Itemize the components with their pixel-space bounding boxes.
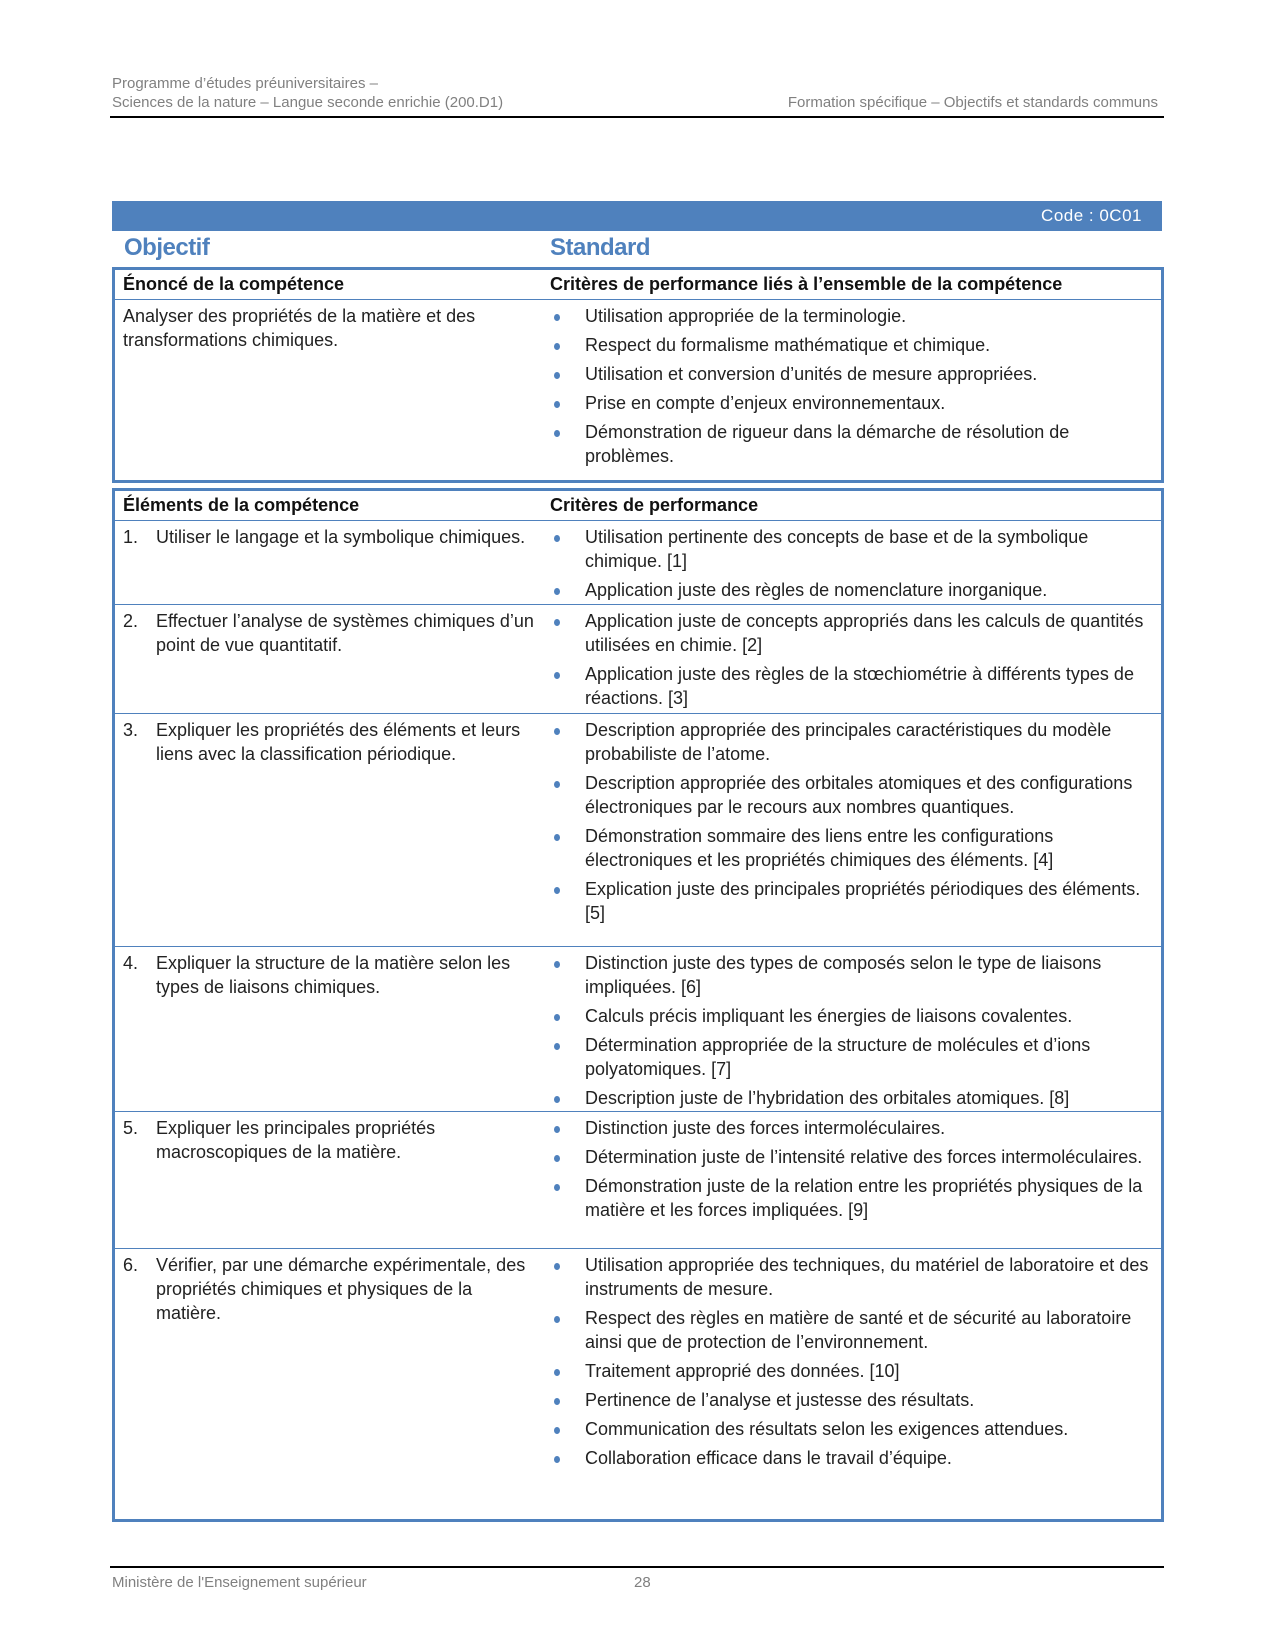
element-statement (123, 609, 538, 657)
elements-table (112, 488, 1164, 1522)
criterion-item (550, 1359, 1150, 1383)
criteria-list (550, 304, 1150, 468)
page-number: 28 (634, 1574, 651, 1591)
bullet-icon (554, 1263, 560, 1270)
bullet-icon (554, 1456, 560, 1463)
element-number: 2. (123, 611, 139, 631)
competence-header-right: Critères de performance liés à l’ensemble de la compétence (550, 274, 1063, 294)
criterion-text: Traitement approprié des données. [10] (585, 1361, 900, 1381)
criterion-text: Pertinence de l’analyse et justesse des résultats. (585, 1390, 975, 1410)
criterion-text: Démonstration sommaire des liens entre les configurations électroniques et les propriétés chimiques des éléments. [4] (585, 826, 1054, 870)
bullet-icon (554, 1369, 560, 1376)
bullet-icon (554, 1126, 560, 1133)
bullet-icon (554, 401, 560, 408)
criterion-text: Explication juste des principales propriétés périodiques des éléments. [5] (585, 879, 1141, 923)
competence-criteria (550, 304, 1150, 473)
competence-statement: Analyser des propriétés de la matière et des transformations chimiques. (123, 306, 476, 350)
criteria-list (550, 1253, 1150, 1470)
criteria-list (550, 1116, 1150, 1222)
criterion-text: Respect du formalisme mathématique et chimique. (585, 335, 991, 355)
bullet-icon (554, 535, 560, 542)
criterion-item (550, 362, 1150, 386)
bullet-icon (554, 314, 560, 321)
element-statement (123, 1116, 538, 1164)
bullet-icon (554, 887, 560, 894)
criterion-text: Utilisation appropriée des techniques, du matériel de laboratoire et des instruments de mesure. (585, 1255, 1149, 1299)
element-criteria (550, 1253, 1150, 1475)
element-text: Expliquer la structure de la matière selon les types de liaisons chimiques. (156, 953, 511, 997)
bullet-icon (554, 728, 560, 735)
criterion-item (550, 1446, 1150, 1470)
element-number: 6. (123, 1255, 139, 1275)
page-footer (110, 1566, 1164, 1591)
element-statement (123, 1253, 538, 1325)
criterion-item (550, 1086, 1150, 1110)
bullet-icon (554, 1096, 560, 1103)
criterion-item (550, 877, 1150, 925)
criterion-text: Description appropriée des orbitales atomiques et des configurations électroniques par le recours aux nombres quantiques. (585, 773, 1133, 817)
element-text: Utiliser le langage et la symbolique chimiques. (156, 527, 526, 547)
element-statement (123, 718, 538, 766)
criterion-item (550, 1145, 1150, 1169)
competence-table (112, 267, 1164, 483)
competence-header-left: Énoncé de la compétence (123, 274, 345, 294)
bullet-icon (554, 430, 560, 437)
bullet-icon (554, 372, 560, 379)
criterion-text: Démonstration juste de la relation entre les propriétés physiques de la matière et les forces impliquées. [9] (585, 1176, 1143, 1220)
header-program: Programme d’études préuniversitaires – (112, 75, 378, 92)
criterion-text: Communication des résultats selon les exigences attendues. (585, 1419, 1069, 1439)
criterion-text: Distinction juste des forces intermoléculaires. (585, 1118, 946, 1138)
competence-header-row (115, 270, 1161, 300)
bullet-icon (554, 588, 560, 595)
criterion-item (550, 304, 1150, 328)
criterion-text: Démonstration de rigueur dans la démarche de résolution de problèmes. (585, 422, 1070, 466)
header-left (112, 74, 503, 112)
criterion-item (550, 1116, 1150, 1140)
elements-header-left: Éléments de la compétence (123, 495, 360, 515)
criterion-item (550, 1388, 1150, 1412)
element-text: Vérifier, par une démarche expérimentale, des propriétés chimiques et physiques de la matière. (156, 1255, 526, 1323)
criterion-text: Utilisation pertinente des concepts de base et de la symbolique chimique. [1] (585, 527, 1089, 571)
section-titles (112, 234, 1162, 266)
criterion-text: Collaboration efficace dans le travail d’équipe. (585, 1448, 952, 1468)
bullet-icon (554, 1155, 560, 1162)
criterion-item (550, 578, 1150, 602)
criterion-item (550, 420, 1150, 468)
criterion-item (550, 824, 1150, 872)
element-text: Effectuer l’analyse de systèmes chimiques d’un point de vue quantitatif. (156, 611, 534, 655)
criteria-list (550, 609, 1150, 710)
criterion-text: Utilisation appropriée de la terminologie. (585, 306, 907, 326)
element-row (115, 947, 1161, 1112)
element-row (115, 714, 1161, 947)
element-criteria (550, 525, 1150, 607)
criterion-item (550, 1004, 1150, 1028)
criterion-text: Prise en compte d’enjeux environnementaux. (585, 393, 946, 413)
header-program-name: Sciences de la nature – Langue seconde enrichie (200.D1) (112, 94, 504, 111)
criterion-item (550, 662, 1150, 710)
element-row (115, 521, 1161, 605)
element-statement (123, 951, 538, 999)
criterion-item (550, 771, 1150, 819)
elements-header-right: Critères de performance (550, 495, 759, 515)
standard-title: Standard (550, 234, 651, 261)
competence-row (115, 300, 1161, 478)
criterion-item (550, 1306, 1150, 1354)
header-section: Formation spécifique – Objectifs et standards communs (787, 94, 1158, 111)
element-rows (115, 521, 1161, 1471)
page-header (110, 74, 1164, 118)
bullet-icon (554, 834, 560, 841)
bullet-icon (554, 1184, 560, 1191)
bullet-icon (554, 961, 560, 968)
code-bar (112, 201, 1162, 231)
criterion-text: Détermination juste de l’intensité relative des forces intermoléculaires. (585, 1147, 1143, 1167)
criterion-item (550, 333, 1150, 357)
element-number: 3. (123, 720, 139, 740)
criterion-text: Utilisation et conversion d’unités de mesure appropriées. (585, 364, 1038, 384)
element-number: 4. (123, 953, 139, 973)
elements-header-row (115, 491, 1161, 521)
criterion-item (550, 718, 1150, 766)
criterion-item (550, 951, 1150, 999)
criterion-text: Application juste des règles de la stœchiométrie à différents types de réactions. [3] (585, 664, 1134, 708)
criterion-item (550, 609, 1150, 657)
criterion-item (550, 525, 1150, 573)
criterion-item (550, 1033, 1150, 1081)
criterion-text: Application juste des règles de nomenclature inorganique. (585, 580, 1048, 600)
bullet-icon (554, 1316, 560, 1323)
objectif-title: Objectif (124, 234, 210, 261)
element-text: Expliquer les propriétés des éléments et leurs liens avec la classification périodique. (156, 720, 521, 764)
bullet-icon (554, 1398, 560, 1405)
criteria-list (550, 718, 1150, 925)
criteria-list (550, 525, 1150, 602)
element-number: 5. (123, 1118, 139, 1138)
criterion-text: Description appropriée des principales caractéristiques du modèle probabiliste de l’atome. (585, 720, 1112, 764)
element-criteria (550, 1116, 1150, 1227)
element-criteria (550, 951, 1150, 1115)
criterion-text: Détermination appropriée de la structure de molécules et d’ions polyatomiques. [7] (585, 1035, 1091, 1079)
element-row (115, 605, 1161, 714)
element-criteria (550, 718, 1150, 930)
bullet-icon (554, 1043, 560, 1050)
criterion-item (550, 1253, 1150, 1301)
criterion-text: Description juste de l’hybridation des orbitales atomiques. [8] (585, 1088, 1070, 1108)
criterion-text: Calculs précis impliquant les énergies de liaisons covalentes. (585, 1006, 1073, 1026)
criterion-item (550, 391, 1150, 415)
element-number: 1. (123, 527, 139, 547)
bullet-icon (554, 619, 560, 626)
bullet-icon (554, 1427, 560, 1434)
criterion-text: Application juste de concepts appropriés dans les calculs de quantités utilisées en chimie. [2] (585, 611, 1144, 655)
element-criteria (550, 609, 1150, 715)
bullet-icon (554, 1014, 560, 1021)
bullet-icon (554, 672, 560, 679)
bullet-icon (554, 781, 560, 788)
element-statement (123, 525, 538, 549)
criterion-item (550, 1174, 1150, 1222)
footer-ministry: Ministère de l'Enseignement supérieur (112, 1574, 367, 1591)
criterion-item (550, 1417, 1150, 1441)
bullet-icon (554, 343, 560, 350)
criterion-text: Distinction juste des types de composés selon le type de liaisons impliquées. [6] (585, 953, 1102, 997)
course-code: Code : 0C01 (1041, 206, 1142, 225)
criterion-text: Respect des règles en matière de santé et de sécurité au laboratoire ainsi que de protection de l’environnement. (585, 1308, 1132, 1352)
criteria-list (550, 951, 1150, 1110)
element-row (115, 1249, 1161, 1471)
element-text: Expliquer les principales propriétés macroscopiques de la matière. (156, 1118, 436, 1162)
element-row (115, 1112, 1161, 1249)
